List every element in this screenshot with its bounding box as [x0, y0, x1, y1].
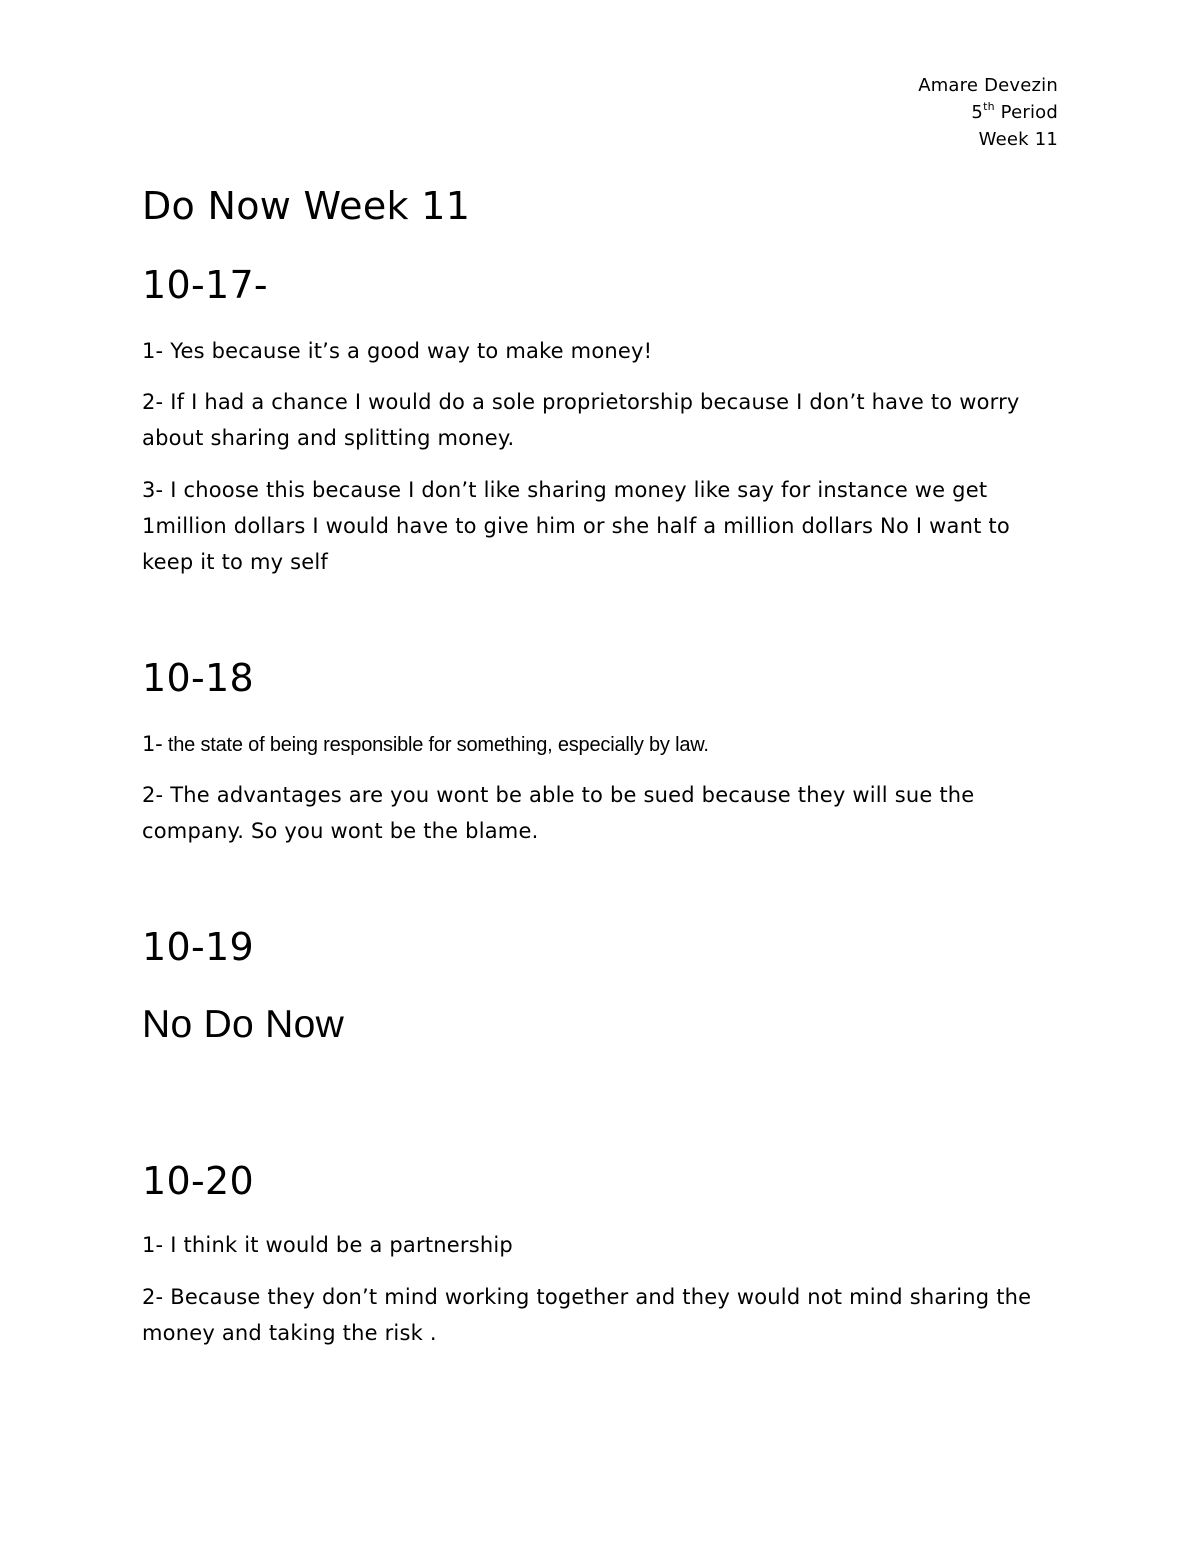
answer-10-17-2: 2- If I had a chance I would do a sole proprietorship because I don’t have to worry about sharing and splitting money.: [142, 390, 1020, 450]
answer-10-20-2: 2- Because they don’t mind working together and they would not mind sharing the money and taking the risk .: [142, 1285, 1032, 1345]
answer-10-18-2: 2- The advantages are you wont be able to be sued because they will sue the company. So you wont be the blame.: [142, 783, 975, 843]
section-heading-10-17: 10-17-: [142, 263, 268, 307]
student-name: Amare Devezin: [918, 75, 1058, 96]
answer-10-18-1-prefix: 1-: [142, 732, 163, 756]
header-block: [918, 72, 1058, 153]
period-word: Period: [994, 102, 1058, 123]
answer-10-17-3: 3- I choose this because I don’t like sharing money like say for instance we get 1million dollars I would have to give him or she half a million dollars No I want to keep it to my self: [142, 478, 1010, 574]
answer-10-17-1: 1- Yes because it’s a good way to make money!: [142, 339, 653, 363]
answer-10-18-1: [142, 726, 1062, 763]
section-heading-10-20: 10-20: [142, 1159, 254, 1203]
page-title: Do Now Week 11: [142, 184, 471, 228]
class-period: [918, 99, 1058, 126]
period-superscript: th: [983, 100, 995, 113]
no-do-now-note: No Do Now: [142, 1003, 345, 1046]
answer-10-18-1-text: the state of being responsible for something, especially by law.: [162, 734, 709, 756]
period-number: 5: [971, 102, 984, 123]
section-heading-10-19: 10-19: [142, 925, 254, 969]
answer-10-20-1: 1- I think it would be a partnership: [142, 1233, 513, 1257]
section-heading-10-18: 10-18: [142, 656, 254, 700]
week-label: Week 11: [978, 129, 1058, 150]
